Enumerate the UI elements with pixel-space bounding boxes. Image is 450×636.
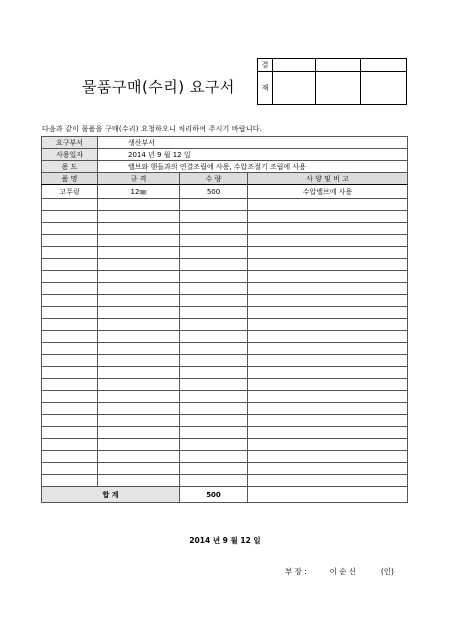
signer-seal: (인) xyxy=(380,567,394,576)
empty-cell xyxy=(248,223,408,235)
empty-row xyxy=(42,223,408,235)
empty-row xyxy=(42,415,408,427)
empty-cell xyxy=(248,367,408,379)
empty-cell xyxy=(42,451,98,463)
empty-cell xyxy=(180,343,248,355)
col-header-name: 품 명 xyxy=(42,173,98,185)
empty-cell xyxy=(42,307,98,319)
approval-label-bottom: 재 xyxy=(258,72,273,105)
empty-cell xyxy=(98,223,180,235)
empty-cell xyxy=(248,463,408,475)
empty-cell xyxy=(180,379,248,391)
col-header-qty: 수 량 xyxy=(180,173,248,185)
info-row-department xyxy=(42,137,408,149)
empty-cell xyxy=(98,235,180,247)
empty-row xyxy=(42,199,408,211)
empty-cell xyxy=(248,271,408,283)
empty-cell xyxy=(42,415,98,427)
empty-cell xyxy=(248,439,408,451)
empty-cell xyxy=(98,247,180,259)
empty-row xyxy=(42,403,408,415)
empty-cell xyxy=(98,463,180,475)
request-table xyxy=(41,136,408,503)
empty-cell xyxy=(98,475,180,487)
empty-cell xyxy=(248,259,408,271)
empty-cell xyxy=(42,295,98,307)
empty-cell xyxy=(180,391,248,403)
empty-cell xyxy=(248,343,408,355)
item-qty: 500 xyxy=(180,185,248,199)
approval-title-cell-1 xyxy=(273,59,316,72)
empty-cell xyxy=(42,367,98,379)
item-name: 고무링 xyxy=(42,185,98,199)
empty-cell xyxy=(248,235,408,247)
empty-cell xyxy=(180,427,248,439)
empty-cell xyxy=(98,319,180,331)
signer-name: 이 순 신 xyxy=(329,567,357,576)
empty-cell xyxy=(248,427,408,439)
empty-row xyxy=(42,343,408,355)
empty-cell xyxy=(42,211,98,223)
empty-cell xyxy=(248,307,408,319)
empty-cell xyxy=(98,199,180,211)
intro-text: 다음과 같이 물품을 구매(수리) 요청하오니 처리하여 주시기 바랍니다. xyxy=(42,125,263,133)
empty-cell xyxy=(42,319,98,331)
empty-cell xyxy=(98,367,180,379)
empty-cell xyxy=(98,271,180,283)
empty-row xyxy=(42,319,408,331)
empty-cell xyxy=(180,331,248,343)
empty-cell xyxy=(98,391,180,403)
empty-cell xyxy=(248,247,408,259)
empty-cell xyxy=(42,355,98,367)
empty-cell xyxy=(42,343,98,355)
column-header-row xyxy=(42,173,408,185)
empty-cell xyxy=(248,355,408,367)
empty-cell xyxy=(180,223,248,235)
empty-cell xyxy=(42,439,98,451)
empty-cell xyxy=(180,319,248,331)
empty-cell xyxy=(180,463,248,475)
empty-cell xyxy=(180,307,248,319)
empty-cell xyxy=(248,403,408,415)
empty-cell xyxy=(180,235,248,247)
empty-cell xyxy=(98,295,180,307)
empty-cell xyxy=(42,379,98,391)
empty-row xyxy=(42,367,408,379)
empty-row xyxy=(42,295,408,307)
empty-cell xyxy=(42,259,98,271)
empty-row xyxy=(42,211,408,223)
empty-cell xyxy=(42,475,98,487)
total-note xyxy=(248,487,408,503)
signature-line xyxy=(285,566,394,577)
empty-cell xyxy=(42,403,98,415)
empty-row xyxy=(42,391,408,403)
empty-cell xyxy=(42,331,98,343)
empty-row xyxy=(42,355,408,367)
empty-row xyxy=(42,235,408,247)
document-date: 2014 년 9 월 12 일 xyxy=(189,536,261,545)
signer-role: 부 장 : xyxy=(285,567,307,576)
col-header-spec: 규 격 xyxy=(98,173,180,185)
empty-cell xyxy=(98,415,180,427)
empty-cell xyxy=(98,379,180,391)
approval-box xyxy=(257,58,407,105)
empty-cell xyxy=(180,295,248,307)
approval-sign-cell-1 xyxy=(273,72,316,105)
empty-cell xyxy=(248,283,408,295)
empty-cell xyxy=(98,211,180,223)
purpose-label: 용 도 xyxy=(42,161,98,173)
empty-row xyxy=(42,427,408,439)
empty-cell xyxy=(98,427,180,439)
use-date-value: 2014 년 9 월 12 일 xyxy=(98,149,408,161)
empty-cell xyxy=(180,247,248,259)
empty-cell xyxy=(180,451,248,463)
empty-cell xyxy=(98,307,180,319)
table-row xyxy=(42,185,408,199)
empty-cell xyxy=(248,211,408,223)
empty-cell xyxy=(248,415,408,427)
empty-cell xyxy=(180,439,248,451)
empty-row xyxy=(42,451,408,463)
empty-row xyxy=(42,307,408,319)
empty-cell xyxy=(248,475,408,487)
total-label: 합 계 xyxy=(42,487,180,503)
empty-cell xyxy=(248,391,408,403)
empty-cell xyxy=(42,235,98,247)
empty-cell xyxy=(248,331,408,343)
approval-label-top: 결 xyxy=(258,59,273,72)
empty-cell xyxy=(248,319,408,331)
empty-row xyxy=(42,379,408,391)
empty-cell xyxy=(180,283,248,295)
empty-row xyxy=(42,439,408,451)
empty-cell xyxy=(42,271,98,283)
item-note: 수압밸브에 사용 xyxy=(248,185,408,199)
empty-cell xyxy=(180,415,248,427)
empty-row xyxy=(42,247,408,259)
empty-cell xyxy=(42,427,98,439)
empty-row xyxy=(42,463,408,475)
empty-cell xyxy=(180,259,248,271)
empty-cell xyxy=(42,463,98,475)
empty-row xyxy=(42,475,408,487)
info-row-purpose xyxy=(42,161,408,173)
department-label: 요구부서 xyxy=(42,137,98,149)
empty-cell xyxy=(42,247,98,259)
empty-row xyxy=(42,331,408,343)
empty-cell xyxy=(42,283,98,295)
empty-cell xyxy=(180,199,248,211)
item-spec: 12㎜ xyxy=(98,185,180,199)
empty-cell xyxy=(98,439,180,451)
total-qty: 500 xyxy=(180,487,248,503)
empty-cell xyxy=(42,199,98,211)
empty-row xyxy=(42,283,408,295)
empty-cell xyxy=(180,271,248,283)
empty-cell xyxy=(98,259,180,271)
empty-cell xyxy=(42,223,98,235)
empty-row xyxy=(42,271,408,283)
use-date-label: 사용일자 xyxy=(42,149,98,161)
empty-cell xyxy=(248,451,408,463)
approval-title-cell-2 xyxy=(316,59,361,72)
empty-cell xyxy=(248,379,408,391)
empty-cell xyxy=(98,451,180,463)
empty-cell xyxy=(248,295,408,307)
info-row-date xyxy=(42,149,408,161)
purpose-value: 밸브와 핸들과의 연결조립에 사용, 수압조절기 조립에 사용 xyxy=(98,161,408,173)
empty-cell xyxy=(42,391,98,403)
empty-row xyxy=(42,259,408,271)
empty-cell xyxy=(98,343,180,355)
approval-sign-cell-2 xyxy=(316,72,361,105)
approval-sign-cell-3 xyxy=(361,72,407,105)
department-value: 생산부서 xyxy=(98,137,408,149)
col-header-note: 사 양 및 비 고 xyxy=(248,173,408,185)
empty-cell xyxy=(98,355,180,367)
empty-cell xyxy=(98,331,180,343)
empty-cell xyxy=(180,403,248,415)
empty-cell xyxy=(98,403,180,415)
empty-cell xyxy=(180,367,248,379)
empty-cell xyxy=(248,199,408,211)
document-title: 물품구매(수리) 요구서 xyxy=(82,78,235,96)
empty-cell xyxy=(98,283,180,295)
empty-cell xyxy=(180,475,248,487)
approval-title-cell-3 xyxy=(361,59,407,72)
total-row xyxy=(42,487,408,503)
empty-cell xyxy=(180,211,248,223)
empty-cell xyxy=(180,355,248,367)
